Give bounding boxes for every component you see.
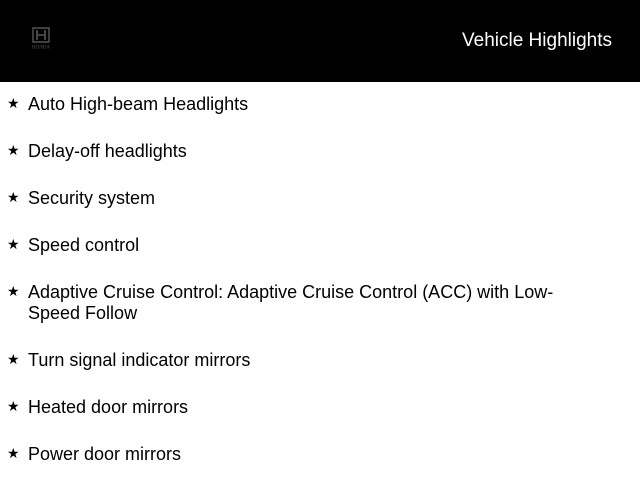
highlights-list [0, 94, 640, 491]
list-item-label: Heated door mirrors [28, 397, 189, 417]
list-item [0, 141, 640, 162]
honda-logo-icon [26, 26, 56, 50]
svg-text:HONDA: HONDA [31, 45, 51, 50]
list-item [0, 350, 640, 371]
star-bullet-icon: ★ [7, 189, 20, 205]
star-bullet-icon: ★ [7, 283, 20, 299]
list-item-label: Delay-off headlights [28, 141, 187, 161]
star-bullet-icon: ★ [7, 142, 20, 158]
list-item [0, 94, 640, 115]
list-item [0, 397, 640, 418]
list-item-label: Speed control [28, 235, 140, 255]
header-bar [0, 0, 640, 82]
list-item-label: Auto High-beam Headlights [28, 94, 249, 114]
list-item [0, 282, 640, 324]
star-bullet-icon: ★ [7, 95, 20, 111]
list-item-label: Power door mirrors [28, 444, 182, 464]
list-item-label: Security system [28, 188, 156, 208]
list-item [0, 188, 640, 209]
star-bullet-icon: ★ [7, 236, 20, 252]
list-item [0, 444, 640, 465]
star-bullet-icon: ★ [7, 398, 20, 414]
page-title: Vehicle Highlights [462, 30, 612, 51]
list-item-label: Adaptive Cruise Control: Adaptive Cruise Control (ACC) with Low-Speed Follow [28, 282, 554, 323]
star-bullet-icon: ★ [7, 445, 20, 461]
star-bullet-icon: ★ [7, 351, 20, 367]
list-item-label: Turn signal indicator mirrors [28, 350, 251, 370]
list-item [0, 235, 640, 256]
